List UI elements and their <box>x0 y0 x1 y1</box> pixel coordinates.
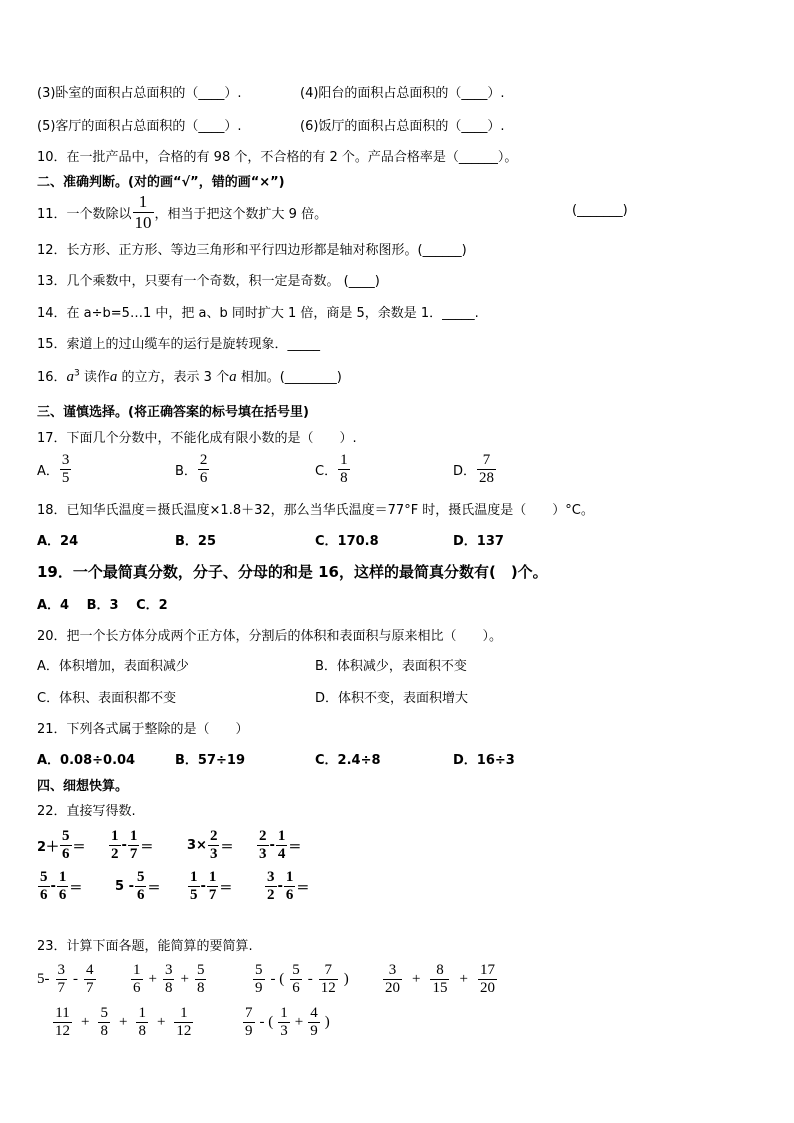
frac-num: 1 <box>277 828 286 844</box>
q20-option-b: B．体积减少，表面积不变 <box>315 659 467 674</box>
frac-den: 20 <box>479 980 495 996</box>
frac-den: 5 <box>61 470 70 486</box>
question-13: 13．几个乘数中，只要有一个奇数，积一定是奇数。 (____) <box>37 274 380 289</box>
frac-den: 12 <box>320 980 336 996</box>
q23-expr-1 <box>37 962 97 997</box>
frac-num: 5 <box>292 962 300 978</box>
expr-frac <box>207 869 219 904</box>
q17-option-b-label: B． <box>175 464 197 479</box>
q22-item-7 <box>187 869 232 904</box>
frac-den: 8 <box>164 980 173 996</box>
frac-num: 4 <box>86 962 94 978</box>
frac-den: 7 <box>129 846 138 862</box>
frac-num: 5 <box>40 869 48 885</box>
frac-num: 2 <box>209 828 218 844</box>
q19-options: A．4 B．3 C．2 <box>37 598 168 613</box>
frac-num: 5 <box>62 828 70 844</box>
frac-den: 4 <box>277 846 286 862</box>
frac-num: 3 <box>61 452 70 468</box>
question-20: 20．把一个长方体分成两个正方体，分割后的体积和表面积与原来相比（ ）。 <box>37 629 503 644</box>
expr-frac <box>128 828 140 863</box>
q23-expr-5 <box>52 1005 194 1040</box>
operator: - <box>200 879 206 894</box>
q23-expr-2 <box>130 962 207 997</box>
frac-num: 1 <box>280 1005 288 1021</box>
frac-num: 7 <box>482 452 491 468</box>
equals-sign: ＝ <box>69 881 83 896</box>
frac-num: 11 <box>55 1005 70 1021</box>
operator: - ( <box>270 971 285 987</box>
q22-item-3 <box>187 828 233 863</box>
q17-option-a-frac <box>60 452 72 487</box>
q22-item-1 <box>37 828 86 863</box>
operator: - <box>121 838 127 853</box>
expr-frac <box>243 1005 255 1040</box>
operator: + <box>294 1014 304 1030</box>
question-17: 17．下面几个分数中，不能化成有限小数的是（ ）. <box>37 431 357 446</box>
frac-den: 6 <box>58 887 67 903</box>
frac-num: 1 <box>138 1005 146 1021</box>
frac-den: 6 <box>133 980 141 996</box>
equals-sign: ＝ <box>140 840 154 855</box>
q11-prefix: 11．一个数除以 <box>37 207 132 222</box>
q23-expr-4 <box>382 962 498 997</box>
expr-frac <box>188 869 200 904</box>
expr-frac <box>195 962 207 997</box>
operator: - ( <box>259 1014 274 1030</box>
question-18: 18．已知华氏温度＝摄氏温度×1.8＋32，那么当华氏温度＝77°F 时，摄氏温度是（ ）°C。 <box>37 503 594 518</box>
expr-frac <box>319 962 338 997</box>
expr-frac <box>56 962 68 997</box>
frac-den: 8 <box>100 1023 108 1039</box>
question-22: 22．直接写得数. <box>37 804 136 819</box>
expr-frac <box>57 869 69 904</box>
q9-part6: (6)饭厅的面积占总面积的（____）. <box>300 119 505 134</box>
frac-den: 2 <box>267 887 275 903</box>
q18-option-c: C．170.8 <box>315 534 379 549</box>
q11-den: 10 <box>134 213 152 232</box>
q21-option-c: C．2.4÷8 <box>315 753 381 768</box>
operator: - <box>73 971 78 987</box>
frac-den: 9 <box>245 1023 253 1039</box>
equals-sign: ＝ <box>296 881 310 896</box>
q22-item-4 <box>256 828 301 863</box>
q20-option-a: A．体积增加，表面积减少 <box>37 659 189 674</box>
frac-den: 8 <box>340 470 348 486</box>
q9-part3: (3)卧室的面积占总面积的（____）. <box>37 86 242 101</box>
frac-den: 7 <box>208 887 217 903</box>
expr-frac <box>136 1005 148 1040</box>
question-12: 12．长方形、正方形、等边三角形和平行四边形都是轴对称图形。(______) <box>37 243 467 258</box>
frac-num: 3 <box>267 869 275 885</box>
frac-num: 3 <box>388 962 397 978</box>
q22-item-2 <box>108 828 153 863</box>
q9-part5: (5)客厅的面积占总面积的（____）. <box>37 119 242 134</box>
equals-sign: ＝ <box>219 881 233 896</box>
frac-num: 1 <box>111 828 119 844</box>
q11-suffix: ，相当于把这个数扩大 9 倍。 <box>154 207 328 222</box>
section-4-title: 四、细想快算。 <box>37 779 129 794</box>
operator: - <box>50 879 56 894</box>
operator: + <box>180 971 189 987</box>
frac-num: 1 <box>285 869 294 885</box>
section-3-title: 三、谨慎选择。(将正确答案的标号填在括号里) <box>37 405 309 420</box>
q21-option-b: B．57÷19 <box>175 753 245 768</box>
q17-option-d-frac <box>477 452 496 487</box>
q18-option-a: A．24 <box>37 534 79 549</box>
question-19: 19．一个最简真分数，分子、分母的和是 16，这样的最简真分数有( )个。 <box>37 563 548 581</box>
close-paren: ) <box>343 971 349 987</box>
frac-num: 4 <box>310 1005 318 1021</box>
expr-frac <box>308 1005 320 1040</box>
frac-num: 5 <box>100 1005 108 1021</box>
q22-item-6 <box>115 869 160 904</box>
frac-den: 3 <box>280 1023 288 1039</box>
q22-item-5 <box>37 869 82 904</box>
q16-mid1: 读作 <box>79 370 110 385</box>
expr-frac <box>163 962 175 997</box>
operator: + <box>412 971 421 987</box>
q16-var-a2: a <box>109 369 118 385</box>
frac-num: 3 <box>57 962 65 978</box>
frac-num: 3 <box>164 962 173 978</box>
question-10: 10．在一批产品中，合格的有 98 个，不合格的有 2 个。产品合格率是（______）。 <box>37 150 518 165</box>
frac-den: 6 <box>199 470 208 486</box>
frac-den: 12 <box>176 1023 192 1039</box>
expr-frac <box>430 962 449 997</box>
expr-frac <box>53 1005 72 1040</box>
q17-option-b <box>175 452 210 487</box>
expr-frac <box>60 828 72 863</box>
frac-num: 17 <box>479 962 495 978</box>
q11-answer-paren: (_______) <box>572 203 628 218</box>
expr-frac <box>208 828 220 863</box>
frac-num: 5 <box>136 869 145 885</box>
question-14: 14．在 a÷b=5…1 中，把 a、b 同时扩大 1 倍，商是 5，余数是 1．_____. <box>37 306 479 321</box>
frac-den: 6 <box>136 887 145 903</box>
q16-suffix: 相加。(________) <box>236 370 342 385</box>
expr-frac <box>278 1005 290 1040</box>
frac-den: 7 <box>57 980 65 996</box>
question-16 <box>37 366 342 386</box>
frac-num: 2 <box>259 828 267 844</box>
equals-sign: ＝ <box>220 840 234 855</box>
operator: + <box>148 971 157 987</box>
expr-frac <box>109 828 121 863</box>
frac-den: 6 <box>62 846 70 862</box>
expr-frac <box>290 962 302 997</box>
expr-frac <box>253 962 265 997</box>
expr-frac <box>131 962 143 997</box>
section-2-title: 二、准确判断。(对的画“√”，错的画“×”) <box>37 175 285 190</box>
expr-frac <box>98 1005 110 1040</box>
frac-num: 5 <box>196 962 205 978</box>
question-11 <box>37 192 327 233</box>
expr-frac <box>174 1005 193 1040</box>
operator: + <box>156 1014 166 1030</box>
frac-den: 28 <box>479 470 495 486</box>
frac-num: 1 <box>133 962 141 978</box>
frac-num: 1 <box>180 1005 188 1021</box>
q16-var-a: a <box>66 369 75 385</box>
frac-den: 20 <box>385 980 400 996</box>
q16-mid2: 的立方，表示 3 个 <box>117 370 230 385</box>
close-paren: ) <box>324 1014 330 1030</box>
expr-frac <box>276 828 288 863</box>
frac-den: 2 <box>111 846 119 862</box>
frac-den: 3 <box>259 846 267 862</box>
q11-num: 1 <box>138 192 148 211</box>
q21-option-d: D．16÷3 <box>453 753 515 768</box>
q17-option-c <box>315 452 351 487</box>
frac-den: 12 <box>55 1023 70 1039</box>
q9-part4: (4)阳台的面积占总面积的（____）. <box>300 86 505 101</box>
frac-den: 6 <box>292 980 300 996</box>
q20-option-c: C．体积、表面积都不变 <box>37 691 177 706</box>
expr-frac <box>84 962 96 997</box>
expr-lead: 3× <box>187 838 207 853</box>
frac-num: 1 <box>58 869 67 885</box>
frac-den: 7 <box>86 980 94 996</box>
equals-sign: ＝ <box>147 881 161 896</box>
q20-option-d: D．体积不变，表面积增大 <box>315 691 469 706</box>
frac-num: 1 <box>190 869 198 885</box>
question-15: 15．索道上的过山缆车的运行是旋转现象．_____ <box>37 337 321 352</box>
q17-option-c-frac <box>338 452 350 487</box>
q18-option-d: D．137 <box>453 534 504 549</box>
expr-frac <box>265 869 277 904</box>
frac-den: 8 <box>196 980 205 996</box>
q17-option-a <box>37 452 72 487</box>
frac-den: 6 <box>285 887 294 903</box>
q17-option-c-label: C． <box>315 464 338 479</box>
operator: + <box>118 1014 128 1030</box>
frac-den: 15 <box>432 980 448 996</box>
operator: + <box>81 1014 90 1030</box>
expr-frac <box>38 869 50 904</box>
q18-option-b: B．25 <box>175 534 216 549</box>
frac-num: 7 <box>245 1005 253 1021</box>
operator: - <box>277 879 283 894</box>
frac-den: 8 <box>138 1023 146 1039</box>
q17-option-a-label: A． <box>37 464 59 479</box>
operator: - <box>307 971 313 987</box>
q17-option-d-label: D． <box>453 464 477 479</box>
q23-expr-6 <box>242 1005 330 1040</box>
expr-frac <box>135 869 147 904</box>
frac-den: 6 <box>40 887 48 903</box>
expr-frac <box>383 962 402 997</box>
q16-prefix: 16． <box>37 370 67 385</box>
q11-fraction <box>133 192 154 233</box>
equals-sign: ＝ <box>72 840 86 855</box>
q16-exponent: 3 <box>74 368 80 379</box>
frac-num: 1 <box>340 452 348 468</box>
operator: - <box>269 838 275 853</box>
q17-option-b-frac <box>198 452 210 487</box>
operator: + <box>459 971 468 987</box>
frac-num: 8 <box>436 962 444 978</box>
frac-den: 9 <box>310 1023 318 1039</box>
question-21: 21．下列各式属于整除的是（ ） <box>37 722 249 737</box>
expr-lead: 2＋ <box>37 840 60 855</box>
q16-var-a3: a <box>229 369 237 385</box>
frac-den: 5 <box>190 887 198 903</box>
question-23: 23．计算下面各题，能简算的要简算. <box>37 939 253 954</box>
q17-option-d <box>453 452 497 487</box>
expr-frac <box>257 828 269 863</box>
frac-den: 3 <box>209 846 218 862</box>
frac-num: 1 <box>208 869 217 885</box>
expr-frac <box>478 962 497 997</box>
frac-num: 5 <box>255 962 263 978</box>
q23-expr-3 <box>252 962 349 997</box>
expr-lead: 5- <box>37 971 50 987</box>
frac-num: 1 <box>129 828 138 844</box>
frac-num: 7 <box>324 962 332 978</box>
q21-option-a: A．0.08÷0.04 <box>37 753 136 768</box>
equals-sign: ＝ <box>288 840 302 855</box>
frac-num: 2 <box>199 452 208 468</box>
q22-item-8 <box>264 869 309 904</box>
expr-frac <box>284 869 296 904</box>
frac-den: 9 <box>255 980 263 996</box>
expr-lead: 5 - <box>115 879 134 894</box>
